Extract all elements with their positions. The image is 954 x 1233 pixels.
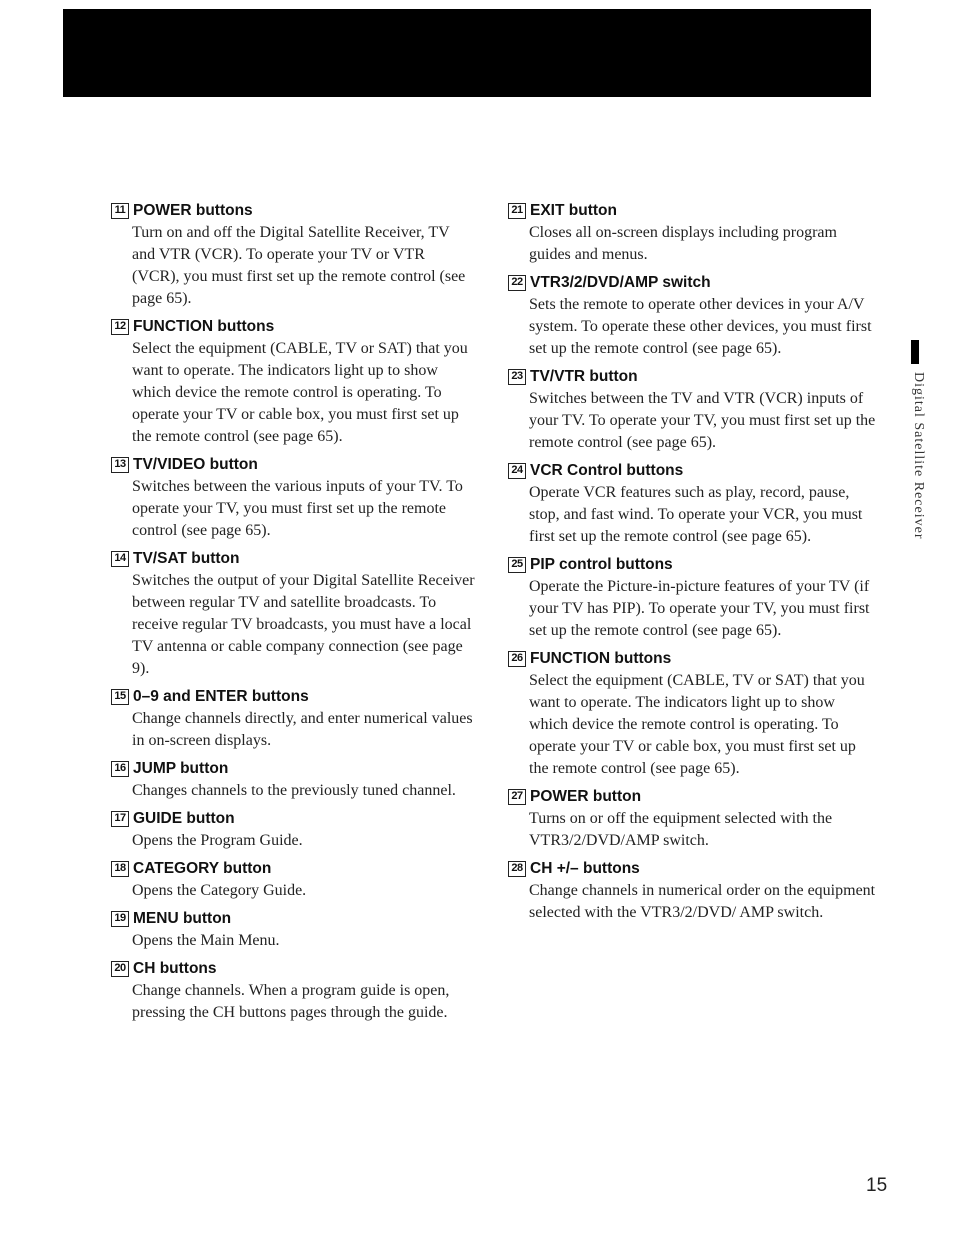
entry-title: FUNCTION buttons <box>133 318 275 335</box>
entry-description: Turns on or off the equipment selected with the VTR3/2/DVD/AMP switch. <box>529 810 833 849</box>
entry-title: EXIT button <box>530 202 617 219</box>
entry-tv-sat-button <box>111 548 476 680</box>
callout-number: 23 <box>508 369 526 385</box>
entry-description: Switches between the TV and VTR (VCR) inputs of your TV. To operate your TV, you must first set up the remote control (see page 65). <box>529 390 876 451</box>
entry-guide-button <box>111 808 476 852</box>
callout-number: 19 <box>111 911 129 927</box>
callout-number: 26 <box>508 651 526 667</box>
entry-description: Change channels. When a program guide is open, pressing the CH buttons pages through the guide. <box>132 982 450 1021</box>
callout-number: 15 <box>111 689 129 705</box>
entry-title: CH +/– buttons <box>530 860 640 877</box>
entry-description: Select the equipment (CABLE, TV or SAT) that you want to operate. The indicators light up to show which device the remote control is operating. To operate your TV or cable box, you must first set up the remote control (see page 65). <box>132 340 468 445</box>
callout-number: 21 <box>508 203 526 219</box>
entry-title: PIP control buttons <box>530 556 673 573</box>
callout-number: 24 <box>508 463 526 479</box>
entry-title: TV/SAT button <box>133 550 240 567</box>
side-tab-marker <box>911 340 919 364</box>
entry-title: MENU button <box>133 910 232 927</box>
entry-title: TV/VTR button <box>530 368 638 385</box>
callout-number: 16 <box>111 761 129 777</box>
callout-number: 20 <box>111 961 129 977</box>
entry-description: Turn on and off the Digital Satellite Receiver, TV and VTR (VCR). To operate your TV or VTR (VCR), you must first set up the remote control (see page 65). <box>132 224 466 307</box>
entry-title: 0–9 and ENTER buttons <box>133 688 309 705</box>
entry-title: VTR3/2/DVD/AMP switch <box>530 274 711 291</box>
right-column <box>508 200 876 930</box>
entry-description: Operate VCR features such as play, record, pause, stop, and fast wind. To operate your VCR, you must first set up the remote control (see page 65). <box>529 484 863 545</box>
entry-description: Change channels directly, and enter numerical values in on-screen displays. <box>132 710 473 749</box>
entry-title: CH buttons <box>133 960 217 977</box>
entry-tv-video-button <box>111 454 476 542</box>
callout-number: 28 <box>508 861 526 877</box>
entry-tv-vtr-button <box>508 366 876 454</box>
entry-category-button <box>111 858 476 902</box>
entry-ch-buttons <box>111 958 476 1024</box>
entry-title: TV/VIDEO button <box>133 456 258 473</box>
entry-title: FUNCTION buttons <box>530 650 672 667</box>
entry-vcr-control-buttons <box>508 460 876 548</box>
entry-function-buttons <box>111 316 476 448</box>
left-column <box>111 200 476 1030</box>
entry-power-button-2 <box>508 786 876 852</box>
entry-description: Operate the Picture-in-picture features of your TV (if your TV has PIP). To operate your TV, you must first set up the remote control (see page 65). <box>529 578 870 639</box>
entry-device-switch <box>508 272 876 360</box>
entry-description: Switches between the various inputs of your TV. To operate your TV, you must first set up the remote control (see page 65). <box>132 478 463 539</box>
entry-title: POWER button <box>530 788 642 805</box>
entry-pip-control-buttons <box>508 554 876 642</box>
callout-number: 11 <box>111 203 129 219</box>
entry-description: Select the equipment (CABLE, TV or SAT) that you want to operate. The indicators light up to show which device the remote control is operating. To operate your TV or cable box, you must first set up the remote control (see page 65). <box>529 672 865 777</box>
entry-description: Changes channels to the previously tuned channel. <box>132 782 456 799</box>
page-number: 15 <box>866 1175 888 1196</box>
side-tab-title: Digital Satellite Receiver <box>911 372 926 540</box>
entry-description: Switches the output of your Digital Satellite Receiver between regular TV and satellite broadcasts. To receive regular TV broadcasts, you must have a local TV antenna or cable company connection (see page 9). <box>132 572 475 677</box>
entry-title: JUMP button <box>133 760 229 777</box>
entry-description: Opens the Category Guide. <box>132 882 307 899</box>
entry-description: Sets the remote to operate other devices in your A/V system. To operate these other devices, you must first set up the remote control (see page 65). <box>529 296 872 357</box>
callout-number: 12 <box>111 319 129 335</box>
callout-number: 25 <box>508 557 526 573</box>
entry-title: CATEGORY button <box>133 860 272 877</box>
entry-function-buttons-2 <box>508 648 876 780</box>
callout-number: 14 <box>111 551 129 567</box>
entry-number-enter-buttons <box>111 686 476 752</box>
entry-description: Closes all on-screen displays including program guides and menus. <box>529 224 837 263</box>
callout-number: 18 <box>111 861 129 877</box>
entry-exit-button <box>508 200 876 266</box>
entry-ch-plus-minus-buttons <box>508 858 876 924</box>
entry-power-buttons <box>111 200 476 310</box>
callout-number: 13 <box>111 457 129 473</box>
callout-number: 17 <box>111 811 129 827</box>
entry-description: Opens the Program Guide. <box>132 832 303 849</box>
entry-title: GUIDE button <box>133 810 235 827</box>
callout-number: 22 <box>508 275 526 291</box>
callout-number: 27 <box>508 789 526 805</box>
entry-description: Opens the Main Menu. <box>132 932 280 949</box>
entry-title: POWER buttons <box>133 202 253 219</box>
entry-menu-button <box>111 908 476 952</box>
entry-jump-button <box>111 758 476 802</box>
entry-description: Change channels in numerical order on the equipment selected with the VTR3/2/DVD/ AMP switch. <box>529 882 876 921</box>
entry-title: VCR Control buttons <box>530 462 684 479</box>
header-bar <box>63 9 871 97</box>
